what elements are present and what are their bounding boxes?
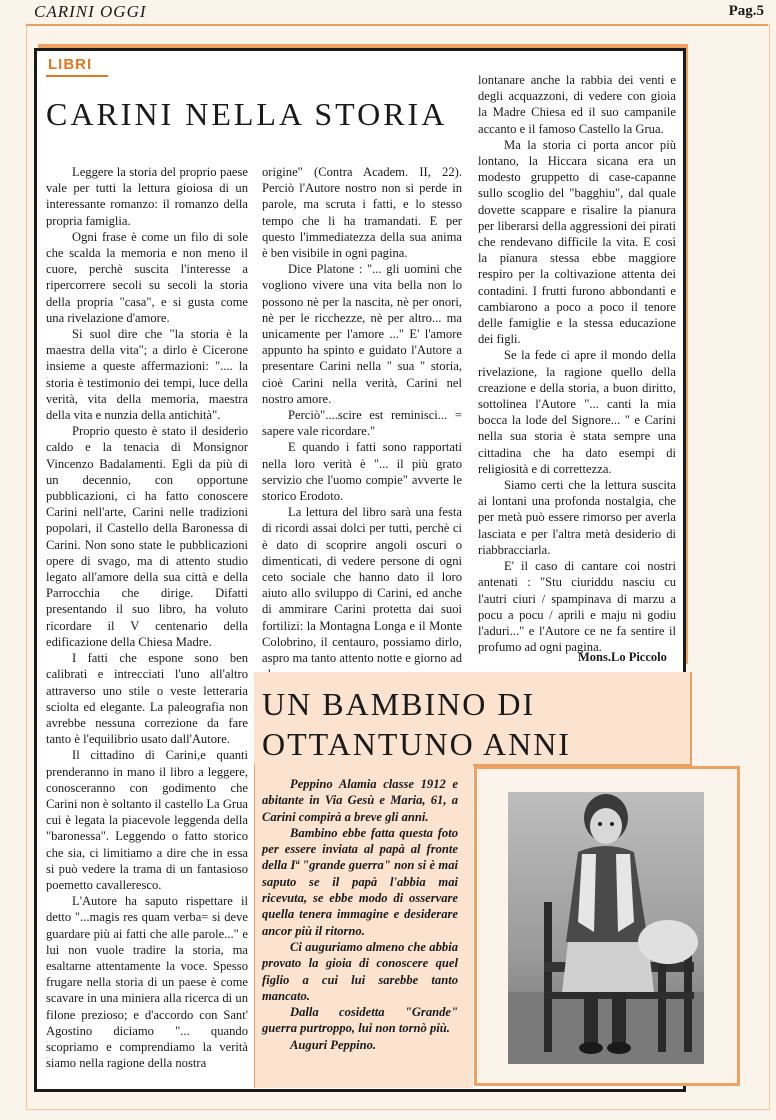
page-number: Pag.5 <box>728 3 764 19</box>
paragraph: Siamo certi che la lettura suscita ai lontani una profonda nostalgia, che per metà può essere rimorso per averla lasciata e per l'altra metà desiderio di riabbracciarla. <box>478 478 676 557</box>
paragraph: Dalla cosidetta "Grande" guerra purtroppo, lui non tornò più. <box>262 1005 458 1036</box>
paragraph: Ci auguriamo almeno che abbia provato la gioia di conoscere quel figlio a cui lui sarebbe tanto mancato. <box>262 939 458 1003</box>
paragraph: Proprio questo è stato il desiderio caldo e la tenacia di Monsignor Vincenzo Badalamenti. Egli da più di un decennio, con opportune pubblicazioni, ci ha fatto conoscere Carini nell'arte, Carini nelle tradizioni popolari, il Castello della Baronessa di Carini. Non sono state le pubblicazioni opere di svago, ma di attento studio legato all'amore della sua città e della Parrocchia che dirige. Difatti presentando il suo libro, ha voluto ricordare il V centenario della edificazione della Chiesa Madre. <box>46 424 248 649</box>
paragraph: Bambino ebbe fatta questa foto per essere inviata al papà al fronte della Iª "grande guerra" non si è mai saputo se il papà l'abbia mai ricevuta, se ebbe modo di osservare quella tenera immagine e desiderare ancor più il ritorno. <box>262 825 458 938</box>
child-portrait-photo <box>508 792 704 1064</box>
paragraph: origine" (Contra Academ. II, 22). Perciò l'Autore nostro non si perde in parole, ma scruta i fatti, e lo stesso tempo che li ha tramandati. E per questo l'immediatezza della sua anima è ben visibile in ogni pagina. <box>262 165 462 261</box>
paragraph: Si suol dire che "la storia è la maestra della vita"; a dirlo è Cicerone insieme a queste affermazioni: ".... la storia è testimonio dei tempi, luce della verità, vita della memoria, maestra della vita e nunzia della antichità". <box>46 327 248 423</box>
paragraph: E quando i fatti sono rapportati nella loro verità è "... il più grato servizio che l'uomo compie" avverte le storico Erodoto. <box>262 440 462 504</box>
paragraph: Perciò"....scire est reminisci... = sapere vale ricordare." <box>262 408 462 439</box>
article-column-2 <box>262 164 462 683</box>
paragraph: I fatti che espone sono ben calibrati e intrecciati l'uno all'altro attraverso uno stile o veste letteraria sciolta ed elegante. La paleografia non avrebbe nessuna correzione da fare tanto è l'equilibrio usato dall'Autore. <box>46 651 248 747</box>
article-column-3 <box>478 72 676 655</box>
article-column-1 <box>46 164 248 1071</box>
boxed-title <box>262 684 571 764</box>
paragraph: Il cittadino di Carini,e quanti prenderanno in mano il libro a leggere, conosceranno con godimento che Carini non è soltanto il castello La Grua cui è legata la piacevole leggenda della "baronessa". Leggendo o fatto storico che sia, ci limitiamo a dire che in essa si può vedere la trama di un fantasioso poemetto cavalleresco. <box>46 748 248 892</box>
article-headline: CARINI NELLA STORIA <box>46 96 448 132</box>
paragraph: Ma la storia ci porta ancor più lontano, la Hiccara sicana era un modesto gruppetto di case-capanne sullo scoglio del "bagghiu", dal quale dovette scappare e risalire la pianura per liberarsi della aggressioni dei pirati che rendevano difficile la vita. E così la pianura stessa ebbe maggiore respiro per la coltivazione attenta dei contadini. I frutti furono abbondanti e cambiarono a poco a poco il tenore delle famiglie e la stessa educazione dei figli. <box>478 137 676 347</box>
boxed-title-line-1: UN BAMBINO DI <box>262 686 536 722</box>
author-signature: Mons.Lo Piccolo <box>578 650 667 664</box>
masthead-logo: CARINI OGGI <box>34 2 147 21</box>
paragraph: Leggere la storia del proprio paese vale per tutti la lettura gioiosa di un interessante romanzo: il romanzo della propria famiglia. <box>46 165 248 228</box>
boxed-text <box>262 776 458 1053</box>
paragraph: E' il caso di cantare coi nostri antenati : "Stu ciuriddu nasciu cu l'autri ciuri / spampinava di marzu a pocu a pocu / aprili e maju ni godiu l'aduri..." e l'Autore ce ne fa sentire il profumo ad ogni pagina. <box>478 559 676 655</box>
paragraph: Ogni frase è come un filo di sole che scalda la memoria e non meno il cuore, perchè suscita l'interesse a ripercorrere secoli su secoli la storia della propria "casa", e si gusta come una rivelazione d'amore. <box>46 229 248 325</box>
paragraph: La lettura del libro sarà una festa di ricordi assai dolci per tutti, perchè ci è dato di scoprire angoli oscuri o dimenticati, di vedere persone di ogni ceto sociale che hanno dato il loro aiuto allo sviluppo di Carini, ed anche di ammirare Carini protetta dai suoi fortilizi: la Montagna Longa e il Monte Colobrino, il centauro, possiamo dirlo, aspro ma tanto attento notte e giorno ad <box>262 505 462 666</box>
paragraph: Se la fede ci apre il mondo della rivelazione, la ragione quello della creazione e della storia, a buon diritto, sottolinea l'Autore "... canti la mia bocca la lode del Signore... " e Carini nella sua storia è stata sempre una cittadina che ha dato esempi di religiosità e di correttezza. <box>478 348 676 476</box>
section-underline <box>46 75 108 77</box>
boxed-title-line-2: OTTANTUNO ANNI <box>262 726 571 762</box>
paragraph: lontanare anche la rabbia dei venti e degli acquazzoni, di vedere con gioia la Madre Chiesa ed il suo campanile accanto e il famoso Castello la Grua. <box>478 73 676 136</box>
paragraph: L'Autore ha saputo rispettare il detto "...magis res quam verba= si deve guardare più ai fatti che alle parole..." e lui non vuole tradire la storia, ma esaltarne attentamente la voce. Spesso frugare nella storia di un paese è come scavare in una miniera alla ricerca di un filone prezioso; e d'accordo con Sant' Agostino diciamo "... quando scopriamo e comprendiamo la verità siamo nella ragione della nostra <box>46 894 248 1071</box>
paragraph: Auguri Peppino. <box>290 1037 377 1052</box>
section-label: LIBRI <box>48 56 93 73</box>
paragraph: Dice Platone : "... gli uomini che vogliono vivere una vita bella non lo possono nè per la nascita, nè per onori, nè per le ricchezze, nè per altro... ma unicamente per l'amore ..." E' l'amore appunto ha spinto e guidato l'Autore a presentare Carini nella " sua " storia, cioè Carini nella verità, Carini nel nostro amore. <box>262 262 462 406</box>
header-rule <box>26 24 768 26</box>
paragraph: Peppino Alamia classe 1912 e abitante in Via Gesù e Maria, 61, a Carini compirà a breve gli anni. <box>262 777 458 824</box>
